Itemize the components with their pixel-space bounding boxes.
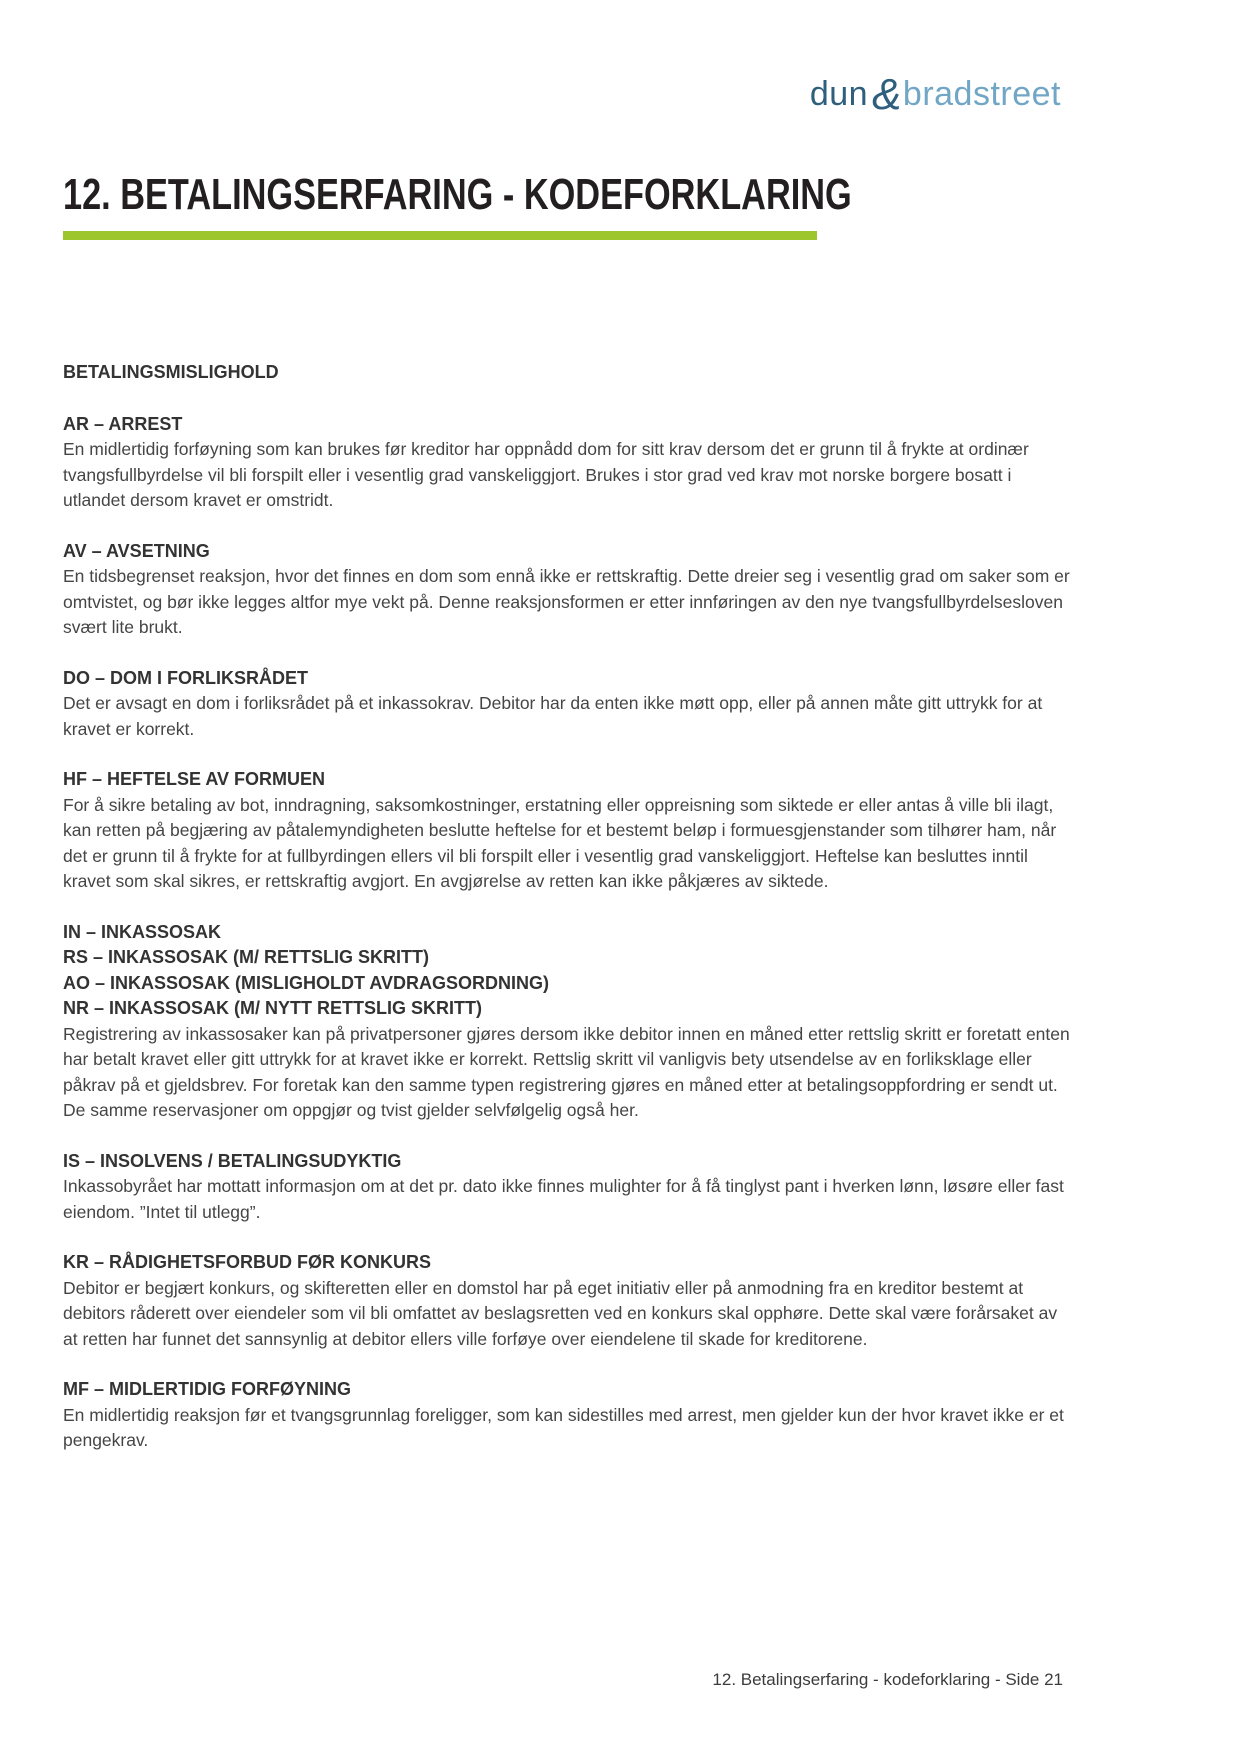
section-heading: HF – HEFTELSE AV FORMUEN (63, 769, 326, 789)
section-inkassosak-codes (63, 920, 1071, 1124)
section-body: En midlertidig reaksjon før et tvangsgrunnlag foreligger, som kan sidestilles med arrest, men gjelder kun der hvor kravet ikke er et pengekrav. (63, 1404, 1064, 1450)
ampersand-icon: & (872, 70, 902, 119)
section-heading: NR – INKASSOSAK (M/ NYTT RETTSLIG SKRITT) (63, 998, 483, 1018)
section-heading: AR – ARREST (63, 413, 183, 434)
section-body: Debitor er begjært konkurs, og skifteretten eller en domstol har på eget initiativ eller på anmodning fra en kreditor bestemt at debitors råderett over eiendeler som vil bli omfattet av beslagsretten ved en konkurs skal opphøre. Dette skal være forårsaket av at retten har funnet det sannsynlig at debitor ellers ville forføye over eiendelene til skade for kreditorene. (63, 1277, 1058, 1349)
section-heading: DO – DOM I FORLIKSRÅDET (63, 667, 309, 688)
page-footer: 12. Betalingserfaring - kodeforklaring - Side 21 (712, 1670, 1063, 1689)
title-accent-bar (63, 231, 817, 240)
logo-dun-text: dun (809, 75, 869, 113)
section-av-avsetning (63, 539, 1071, 641)
section-heading: KR – RÅDIGHETSFORBUD FØR KONKURS (63, 1252, 432, 1272)
section-body: For å sikre betaling av bot, inndragning, saksomkostninger, erstatning eller oppreisning som siktede er eller antas å ville bli ilagt, kan retten på begjæring av påtalemyndigheten beslutte heftelse for et bestemt beløp i formuesgjenstander som tilhører ham, når det er grunn til å frykte for at fullbyrdingen ellers vil bli forspilt eller i vesentlig grad vanskeliggjort. Heftelse kan besluttes inntil kravet som skal sikres, er rettskraftig avgjort. En avgjørelse av retten kan ikke påkjæres av siktede. (63, 794, 1057, 891)
section-heading: RS – INKASSOSAK (M/ RETTSLIG SKRITT) (63, 947, 430, 967)
logo-bradstreet-text: bradstreet (902, 75, 1061, 113)
section-ar-arrest (63, 412, 1071, 514)
section-body: En tidsbegrenset reaksjon, hvor det finnes en dom som ennå ikke er rettskraftig. Dette dreier seg i vesentlig grad om saker som er omtvistet, og bør ikke legges altfor mye vekt på. Denne reaksjonsformen er etter innføringen av den nye tvangsfullbyrdelsesloven svært lite brukt. (63, 566, 1070, 637)
section-is-insolvens (63, 1149, 1071, 1226)
section-body: Det er avsagt en dom i forliksrådet på et inkassokrav. Debitor har da enten ikke møtt opp, eller på annen måte gitt uttrykk for at kravet er korrekt. (63, 693, 1043, 739)
section-hf-heftelse-av-formuen (63, 767, 1071, 895)
section-heading: AO – INKASSOSAK (MISLIGHOLDT AVDRAGSORDNING) (63, 972, 550, 993)
page-title: 12. BETALINGSERFARING - KODEFORKLARING (63, 170, 852, 219)
section-do-dom-i-forliksradet (63, 666, 1071, 743)
section-body: En midlertidig forføyning som kan brukes før kreditor har oppnådd dom for sitt krav dersom det er grunn til å frykte at ordinær tvangsfullbyrdelse vil bli forspilt eller i vesentlig grad vanskeliggjort. Brukes i stor grad ved krav mot norske borgere bosatt i utlandet dersom kravet er omstridt. (63, 439, 1029, 510)
section-heading: AV – AVSETNING (63, 540, 210, 561)
section-heading: MF – MIDLERTIDIG FORFØYNING (63, 1379, 351, 1399)
section-kr-radighetsforbud (63, 1250, 1071, 1352)
section-mf-midlertidig-forfoyning (63, 1377, 1071, 1454)
section-body: Registrering av inkassosaker kan på privatpersoner gjøres dersom ikke debitor innen en måned etter rettslig skritt er foretatt enten har betalt kravet eller gitt uttrykk for at kravet ikke er korrekt. Rettslig skritt vil vanligvis bety utsendelse av en forliksklage eller påkrav på et gjeldsbrev. For foretak kan den samme typen registrering gjøres en måned etter at betalingsoppfordring er sendt ut. De samme reservasjoner om oppgjør og tvist gjelder selvfølgelig også her. (63, 1023, 1070, 1120)
category-heading-betalingsmislighold: BETALINGSMISLIGHOLD (63, 362, 279, 382)
section-heading: IN – INKASSOSAK (63, 921, 222, 942)
document-body (63, 360, 1071, 1479)
section-body: Inkassobyrået har mottatt informasjon om at det pr. dato ikke finnes mulighter for å få tinglyst pant i hverken lønn, løsøre eller fast eiendom. ”Intet til utlegg”. (63, 1176, 1064, 1222)
dun-bradstreet-logo (810, 72, 1061, 117)
section-heading: IS – INSOLVENS / BETALINGSUDYKTIG (63, 1150, 402, 1171)
